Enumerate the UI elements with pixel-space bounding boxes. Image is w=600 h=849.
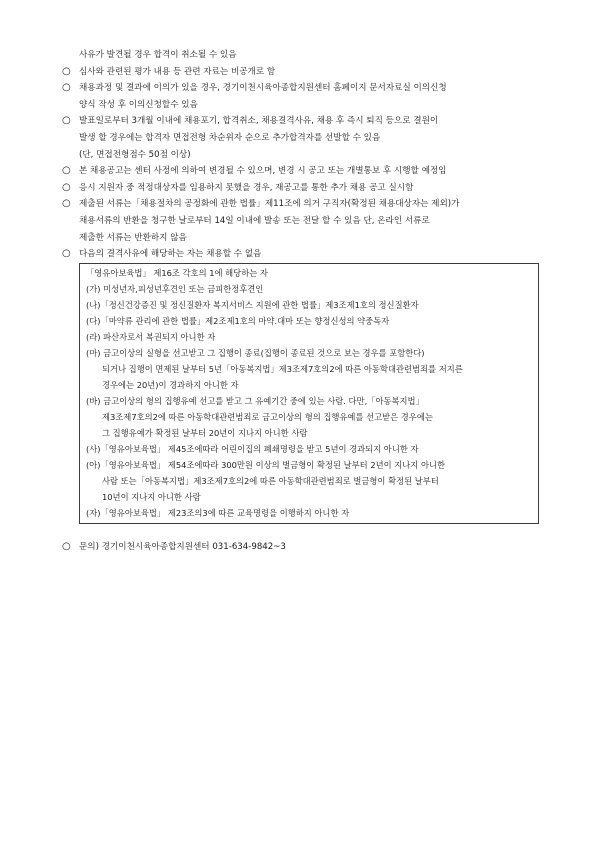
disqualification-row: 10년이 지나지 아니한 사람 bbox=[102, 491, 201, 502]
disqualification-row: 경우에는 20년)이 경과하지 아니한 자 bbox=[102, 379, 239, 390]
disqualification-row: 사람 또는「아동복지법」제3조제7호의2에 따른 아동학대관련범죄로 벌금형이 확정된 날부터 bbox=[102, 475, 439, 486]
bullet-circle: ○ bbox=[62, 65, 71, 77]
notice-item bbox=[62, 246, 552, 263]
notice-text bbox=[79, 163, 552, 180]
disqualification-box bbox=[79, 263, 539, 524]
notice-item bbox=[62, 113, 552, 163]
continuation-line: 사유가 발견될 경우 합격이 취소될 수 있음 bbox=[79, 50, 237, 60]
contact-text: 문의) 경기이천시육아종합지원센터 031-634-9842~3 bbox=[79, 541, 286, 552]
disqualification-row: (가) 미성년자,피성년후견인 또는 금피한정후견인 bbox=[86, 283, 264, 294]
bullet-circle: ○ bbox=[62, 540, 71, 552]
disqualification-row: (라) 파산자로서 복권되지 아니한 자 bbox=[86, 331, 216, 342]
notice-item bbox=[62, 196, 552, 246]
notice-line: 다음의 결격사유에 해당하는 자는 채용할 수 없음 bbox=[79, 249, 262, 260]
disqualification-row: (바) 금고이상의 형의 집행유예 선고를 받고 그 유예기간 중에 있는 사람. 다만,「아동복지법」 bbox=[86, 395, 424, 406]
notice-line: 채용서류의 반환을 청구한 날로부터 14일 이내에 발송 또는 전달 할 수 있음 단, 온라인 서류로 bbox=[79, 215, 430, 226]
notice-content bbox=[62, 47, 552, 555]
notice-line: (단, 면접전형점수 50점 이상) bbox=[79, 149, 191, 160]
notice-line: 본 채용공고는 센터 사정에 의하여 변경될 수 있으며, 변경 시 공고 또는 개별통보 후 시행할 예정임 bbox=[79, 166, 447, 177]
disqualification-row: (사)「영유아보육법」 제45조에따라 어린이집의 폐쇄명령을 받고 5년이 경과되지 아니한 자 bbox=[86, 443, 419, 454]
bullet-circle: ○ bbox=[62, 115, 71, 127]
notice-line: 양식 작성 후 이의신청할수 있음 bbox=[79, 99, 198, 110]
spacer bbox=[62, 524, 552, 539]
notice-line: 채용과정 및 결과에 이의가 있을 경우, 경기이천시육아종합지원센터 홈페이지 문서자료실 이의신청 bbox=[79, 83, 447, 94]
notice-item bbox=[62, 180, 552, 197]
disqualification-row: (마) 금고이상의 실형을 선고받고 그 집행이 종료(집행이 종료된 것으로 보는 경우를 포함한다) bbox=[86, 347, 425, 358]
notice-text bbox=[79, 180, 552, 197]
notice-line: 응시 지원자 중 적정대상자를 임용하지 못했을 경우, 재공고를 통한 추가 채용 공고 실시함 bbox=[79, 182, 414, 193]
notice-list bbox=[62, 64, 552, 263]
disqualification-row: 「영유아보육법」 제16조 각호의 1에 해당하는 자 bbox=[86, 267, 268, 278]
notice-line: 제출된 서류는「채용절차의 공정화에 관한 법률」제11조에 의거 구직자(확정된 채용대상자는 제외)가 bbox=[79, 199, 460, 210]
bullet-circle: ○ bbox=[62, 82, 71, 94]
disqualification-row: (나)「정신건강증진 및 정신질환자 복지서비스 지원에 관한 법률」제3조제1호의 정신질환자 bbox=[86, 299, 419, 310]
disqualification-row: 그 집행유예가 확정된 날부터 20년이 지나지 아니한 사람 bbox=[102, 427, 308, 438]
disqualification-row: 되거나 집행이 면제된 날부터 5년「아동복지법」제3조제7호의2에 따른 아동학대관련범죄를 저지른 bbox=[102, 363, 463, 374]
bullet-circle: ○ bbox=[62, 198, 71, 210]
bullet-circle: ○ bbox=[62, 248, 71, 260]
notice-text bbox=[79, 246, 552, 263]
disqualification-row: (다)「마약류 관리에 관한 법률」제2조제1호의 마약.대마 또는 향정신성의 약중독자 bbox=[86, 315, 390, 326]
notice-text bbox=[79, 80, 552, 113]
disqualification-row: (자)「영유아보육법」 제23조의3에 따른 교육명령을 이행하지 아니한 자 bbox=[86, 507, 350, 518]
notice-line: 심사와 관련된 평가 내용 등 관련 자료는 비공개로 함 bbox=[79, 66, 276, 77]
contact-item bbox=[62, 539, 552, 556]
notice-item bbox=[62, 80, 552, 113]
notice-text bbox=[79, 64, 552, 81]
notice-line: 발표일로부터 3개월 이내에 채용포기, 합격취소, 채용결격사유, 채용 후 즉시 퇴직 등으로 결원이 bbox=[79, 116, 439, 127]
notice-text bbox=[79, 196, 552, 246]
bullet-circle: ○ bbox=[62, 165, 71, 177]
bullet-circle: ○ bbox=[62, 181, 71, 193]
notice-line: 제출한 서류는 반환하지 않음 bbox=[79, 232, 187, 243]
notice-item bbox=[62, 163, 552, 180]
disqualification-row: (아)「영유아보육법」 제54조에따라 300만원 이상의 벌금형이 확정된 날부터 2년이 지나지 아니한 bbox=[86, 459, 445, 470]
disqualification-row: 제3조제7호의2에 따른 아동학대관련범죄로 금고이상의 형의 집행유예를 선고받은 경우에는 bbox=[102, 411, 433, 422]
notice-item bbox=[62, 64, 552, 81]
notice-text bbox=[79, 113, 552, 163]
notice-line: 발생 할 경우에는 합격자 면접전형 차순위자 순으로 추가합격자를 선발할 수 있음 bbox=[79, 132, 381, 143]
